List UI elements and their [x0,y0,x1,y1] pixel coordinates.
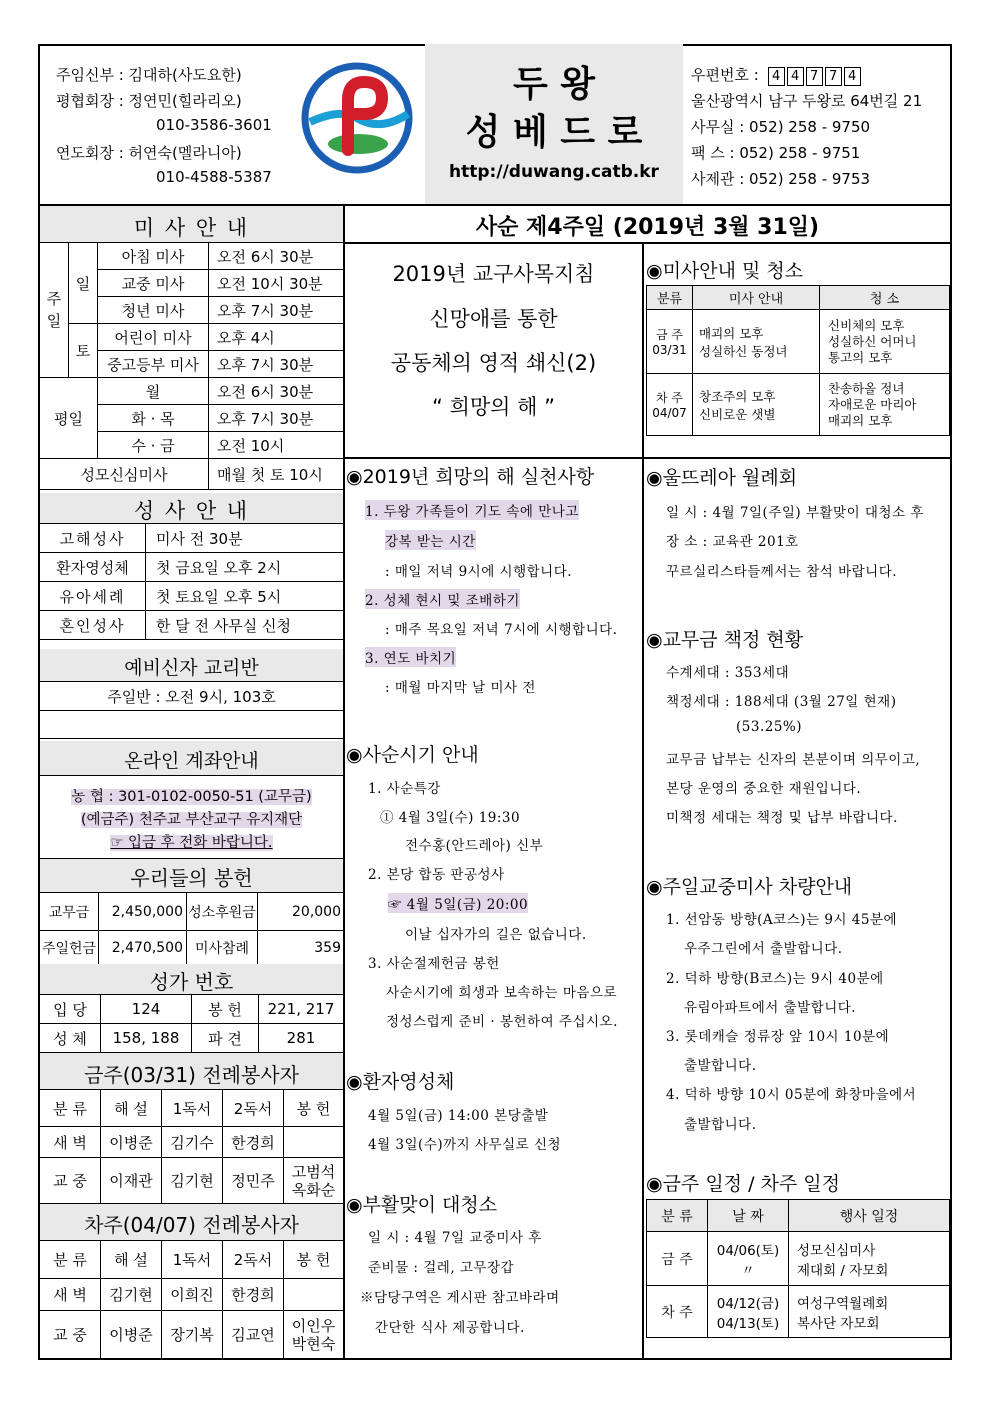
bus-item: 3. 롯데캐슬 정류장 앞 10시 10분에 [666,1029,890,1045]
servers-next-title: 차주(04/07) 전례봉사자 [84,1213,299,1237]
offering-title: 우리들의 봉헌 [130,866,253,890]
postcode-label: 우편번호 : [691,66,759,84]
mass-time: 오전 6시 30분 [209,243,344,270]
council-phone: 010-3586-3601 [156,116,272,134]
hymn-label: 파 견 [192,1024,259,1053]
hymn-number: 221, 217 [259,995,344,1024]
schedule-head: 분 류 [647,1200,708,1232]
servers-this-table [39,1089,344,1204]
ulttre-title: ◉울뜨레아 월례회 [646,467,798,489]
servers-cell: 김기수 [162,1127,223,1158]
offering-value: 2,450,000 [99,893,187,931]
offering-value: 359 [258,931,344,965]
postcode-digit: 4 [787,67,804,86]
practice-desc: : 매월 마지막 날 미사 전 [385,680,536,696]
hymn-label: 입 당 [40,995,101,1024]
servers-cell: 고범석 옥화순 [284,1158,344,1204]
kyomu-item: 책정세대 : 188세대 (3월 27일 현재) [666,694,897,710]
bus-item: 4. 덕하 방향 10시 05분에 화창마을에서 [666,1087,917,1103]
pastoral-theme: “ 희망의 해 ” [432,395,555,419]
easterclean-item: ※담당구역은 게시판 참고바라며 [360,1290,560,1306]
divider [40,710,343,711]
mass-time: 오후 7시 30분 [209,351,344,378]
kyomu-item: (53.25%) [736,719,803,735]
mass-name: 청년 미사 [98,297,209,324]
schedule-date: 04/06(토) 〃 [708,1232,789,1286]
divider [40,681,343,682]
practice-item: 강복 받는 시간 [385,530,476,550]
bus-item: 우주그린에서 출발합니다. [684,941,843,957]
sunday-header: 주일 [40,243,69,378]
massinfo-table [646,285,950,436]
servers-cell: 이병준 [101,1127,162,1158]
parish-logo-icon [300,62,415,174]
hymn-label: 성 체 [40,1024,101,1053]
pastoral-line: 2019년 교구사목지침 [392,262,595,286]
hymn-title: 성가 번호 [149,970,234,994]
yeondo-line: 연도회장 : 허연숙(멜라니아) [56,144,242,162]
pastor-line: 주임신부 : 김대하(사도요한) [56,66,242,84]
marian-mass-label: 성모신심미사 [40,459,209,490]
easterclean-item: 일 시 : 4월 7일 교중미사 후 [368,1230,542,1246]
lent-item: 사순시기에 희생과 보속하는 마음으로 [386,985,618,1001]
sunday-day: 일 [69,243,98,324]
servers-cell: 김기현 [101,1279,162,1311]
servers-cell: 이희진 [162,1279,223,1311]
lent-item: 전수홍(안드레아) 신부 [405,838,544,854]
servers-head: 분 류 [40,1241,101,1279]
catechumen-title: 예비신자 교리반 [124,657,259,679]
divider [40,738,343,739]
parish-name-1: 두 왕 [512,64,596,105]
council-line: 평협회장 : 정연민(힐라리오) [56,92,242,110]
account-line [40,831,343,852]
bus-item: 출발합니다. [684,1117,757,1133]
schedule-date: 04/12(금) 04/13(토) [708,1286,789,1338]
lent-item: 1. 사순특강 [368,781,441,797]
ulttre-item: 꾸르실리스타들께서는 참석 바랍니다. [666,564,898,580]
massinfo-mass: 매괴의 모후 성실하신 동정녀 [693,310,820,374]
kyomu-item: 수계세대 : 353세대 [666,665,790,681]
parish-name-2: 성 베 드 로 [465,112,643,153]
servers-head: 해 설 [101,1241,162,1279]
hymn-number: 281 [259,1024,344,1053]
servers-cell: 교 중 [40,1158,101,1204]
ulttre-item: 장 소 : 교육관 201호 [666,534,799,550]
mass-name: 중고등부 미사 [98,351,209,378]
mass-time: 오후 7시 30분 [209,297,344,324]
schedule-head: 행사 일정 [789,1200,950,1232]
massinfo-week: 차 주 04/07 [647,374,693,436]
sacrament-name: 고해성사 [40,524,146,553]
servers-cell: 정민주 [223,1158,284,1204]
pastoral-line: 신망애를 통한 [429,307,558,331]
schedule-event: 여성구역월례회 복사단 자모회 [789,1286,950,1338]
servers-head: 2독서 [223,1241,284,1279]
servers-head: 봉 헌 [284,1241,344,1279]
schedule-table [646,1199,950,1338]
mass-time: 오전 10시 [209,432,344,459]
divider [343,457,642,459]
servers-cell: 장기복 [162,1311,223,1359]
account-holder: (예금주) 천주교 부산교구 유지재단 [80,812,303,828]
offering-table [39,892,344,965]
lent-item: 정성스럽게 준비 · 봉헌하여 주십시오. [386,1014,618,1030]
postcode-digit: 4 [768,67,785,86]
sacrament-name: 혼인성사 [40,611,146,640]
postcode-digit: 7 [806,67,823,86]
account-number: 농 협 : 301-0102-0050-51 (교무금) [71,789,312,805]
ulttre-item: 일 시 : 4월 7일(주일) 부활맞이 대청소 후 [666,505,924,521]
lent-item: 3. 사순절제헌금 봉헌 [368,956,500,972]
practice-item: 2. 성체 현시 및 조배하기 [365,589,520,609]
servers-cell: 김기현 [162,1158,223,1204]
saturday-day: 토 [69,324,98,378]
easterclean-title: ◉부활맞이 대청소 [346,1194,498,1216]
servers-head: 해 설 [101,1090,162,1127]
week-title: 사순 제4주일 (2019년 3월 31일) [475,215,820,240]
hymn-label: 봉 헌 [192,995,259,1024]
practice-title: ◉2019년 희망의 해 실천사항 [346,466,595,488]
lent-item: ☞ 4월 5일(금) 20:00 [388,893,528,913]
mass-time: 오전 6시 30분 [209,378,344,405]
servers-cell: 교 중 [40,1311,101,1359]
office-phone: 사무실 : 052) 258 - 9750 [691,118,871,136]
servers-cell: 새 벽 [40,1279,101,1311]
account-note: ☞ 입금 후 전화 바랍니다. [110,835,273,851]
sacrament-desc: 미사 전 30분 [146,524,344,553]
hymn-number: 158, 188 [101,1024,192,1053]
servers-this-title: 금주(03/31) 전례봉사자 [84,1063,299,1087]
bus-item: 1. 선암동 방향(A코스)는 9시 45분에 [666,912,898,928]
sacrament-desc: 한 달 전 사무실 신청 [146,611,344,640]
sickcomm-title: ◉환자영성체 [346,1071,455,1093]
servers-head: 분 류 [40,1090,101,1127]
massinfo-clean: 신비체의 모후 성실하신 어머니 통고의 모후 [820,310,950,374]
mass-name: 교중 미사 [98,270,209,297]
servers-cell [284,1279,344,1311]
massinfo-title: ◉미사안내 및 청소 [646,260,804,282]
kyomu-title: ◉교무금 책정 현황 [646,629,804,651]
mass-time: 오전 10시 30분 [209,270,344,297]
servers-head: 봉 헌 [284,1090,344,1127]
lent-item: ① 4월 3일(수) 19:30 [380,810,521,826]
schedule-event: 성모신심미사 제대회 / 자모회 [789,1232,950,1286]
practice-item: 1. 두왕 가족들이 기도 속에 만나고 [365,500,579,520]
servers-cell: 한경희 [223,1279,284,1311]
catechumen-desc: 주일반 : 오전 9시, 103호 [107,688,276,706]
divider [642,457,952,459]
divider [40,775,343,776]
bus-item: 유림아파트에서 출발합니다. [684,1000,857,1016]
sickcomm-item: 4월 5일(금) 14:00 본당출발 [368,1108,549,1124]
mass-name: 아침 미사 [98,243,209,270]
sacrament-desc: 첫 금요일 오후 2시 [146,553,344,582]
bus-item: 출발합니다. [684,1058,757,1074]
massinfo-mass: 창조주의 모후 신비로운 샛별 [693,374,820,436]
lent-title: ◉사순시기 안내 [346,744,479,766]
servers-head: 2독서 [223,1090,284,1127]
sacrament-table [39,523,344,640]
massinfo-week: 금 주 03/31 [647,310,693,374]
yeondo-phone: 010-4588-5387 [156,168,272,186]
massinfo-head: 미사 안내 [693,286,820,310]
practice-item: 3. 연도 바치기 [365,647,456,667]
address: 울산광역시 남구 두왕로 64번길 21 [691,92,923,110]
sacrament-title: 성 사 안 내 [133,499,250,523]
servers-head: 1독서 [162,1241,223,1279]
sacrament-desc: 첫 토요일 오후 5시 [146,582,344,611]
massinfo-clean: 찬송하올 정녀 자애로운 마리아 매괴의 모후 [820,374,950,436]
easterclean-item: 준비물 : 걸레, 고무장갑 [368,1260,515,1276]
rectory-phone: 사제관 : 052) 258 - 9753 [691,170,871,188]
schedule-head: 날 짜 [708,1200,789,1232]
divider [642,242,644,1360]
servers-cell: 김교연 [223,1311,284,1359]
kyomu-item: 본당 운영의 중요한 재원입니다. [666,781,862,797]
servers-next-table [39,1240,344,1359]
kyomu-item: 교무금 납부는 신자의 본분이며 의무이고, [666,752,921,768]
pastoral-line: 공동체의 영적 쇄신(2) [390,351,597,375]
servers-cell: 이인우 박현숙 [284,1311,344,1359]
schedule-title: ◉금주 일정 / 차주 일정 [646,1173,840,1195]
account-line [40,808,343,829]
mass-name: 수 · 금 [98,432,209,459]
servers-cell: 새 벽 [40,1127,101,1158]
offering-label: 미사참례 [187,931,258,965]
offering-label: 주일헌금 [40,931,99,965]
divider [343,242,952,244]
mass-name: 화 · 목 [98,405,209,432]
bus-item: 2. 덕하 방향(B코스)는 9시 40분에 [666,971,884,987]
offering-label: 교무금 [40,893,99,931]
offering-value: 2,470,500 [99,931,187,965]
schedule-week: 금 주 [647,1232,708,1286]
easterclean-item: 간단한 식사 제공합니다. [375,1320,525,1336]
sacrament-name: 유아세례 [40,582,146,611]
mass-title: 미 사 안 내 [133,216,250,240]
kyomu-item: 미책정 세대는 책정 및 납부 바랍니다. [666,810,898,826]
practice-desc: : 매주 목요일 저녁 7시에 시행합니다. [385,622,618,638]
hymn-number: 124 [101,995,192,1024]
fax-number: 팩 스 : 052) 258 - 9751 [691,144,861,162]
weekday-header: 평일 [40,378,98,459]
mass-time: 오후 7시 30분 [209,405,344,432]
mass-name: 월 [98,378,209,405]
account-line [40,785,343,806]
postcode [691,64,863,86]
sacrament-name: 환자영성체 [40,553,146,582]
offering-value: 20,000 [258,893,344,931]
servers-cell: 한경희 [223,1127,284,1158]
lent-item: 2. 본당 합동 판공성사 [368,867,505,883]
practice-desc: : 매일 저녁 9시에 시행합니다. [385,564,573,580]
servers-cell [284,1127,344,1158]
offering-label: 성소후원금 [187,893,258,931]
servers-cell: 이병준 [101,1311,162,1359]
mass-time: 오후 4시 [209,324,344,351]
postcode-digit: 7 [825,67,842,86]
servers-head: 1독서 [162,1090,223,1127]
sickcomm-item: 4월 3일(수)까지 사무실로 신청 [368,1137,562,1153]
mass-table [39,242,344,490]
massinfo-head: 분류 [647,286,693,310]
account-title: 온라인 계좌안내 [124,750,259,772]
servers-cell: 이재관 [101,1158,162,1204]
bus-title: ◉주일교중미사 차량안내 [646,876,853,898]
mass-name: 어린이 미사 [98,324,209,351]
postcode-digit: 4 [844,67,861,86]
lent-item: 이날 십자가의 길은 없습니다. [405,927,587,943]
parish-url[interactable]: http://duwang.catb.kr [449,162,659,182]
massinfo-head: 청 소 [820,286,950,310]
schedule-week: 차 주 [647,1286,708,1338]
marian-mass-time: 매월 첫 토 10시 [209,459,344,490]
hymn-table [39,994,344,1053]
